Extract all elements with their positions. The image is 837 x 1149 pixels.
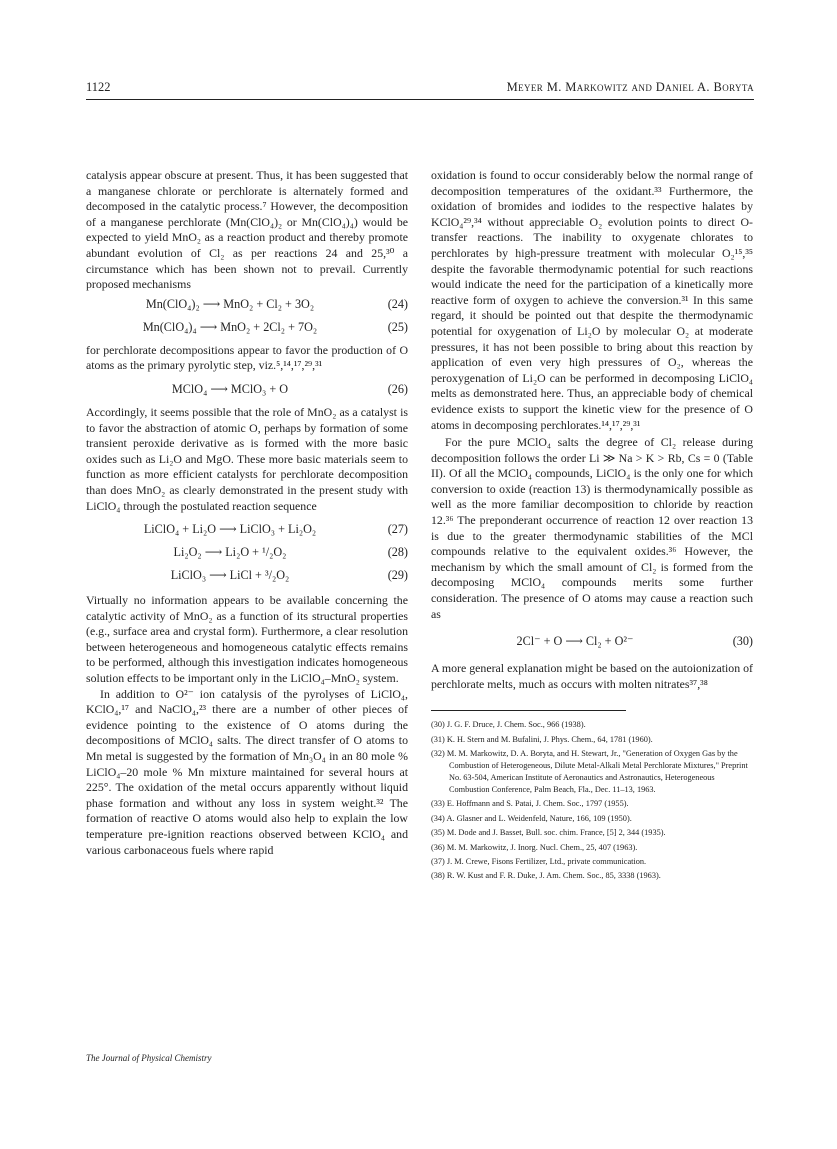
- right-column: [431, 168, 753, 885]
- paragraph: Accordingly, it seems possible that the role of MnO₂ as a catalyst is to favor the abstraction of atomic O, perhaps by formation of some transient peroxide derivative as is formed with the more basic oxides such as Li₂O and MgO. These more basic materials seem to function as more efficient catalysts for perchlorate decomposition than does MnO₂ as clearly demonstrated in the present study with LiClO₄ through the postulated reaction sequence: [86, 404, 408, 513]
- paragraph: catalysis appear obscure at present. Thus, it has been suggested that a manganese chlorate or perchlorate is alternately formed and decomposed in the catalytic process.⁷ However, the decomposition of a manganese perchlorate (Mn(ClO₄)₂ or Mn(ClO₄)₄) would be expected to yield MnO₂ as a reaction product and thereby promote abundant evolution of Cl₂ as per reactions 24 and 25,³⁰ a circumstance which has been shown not to prevail. Currently proposed mechanisms: [86, 168, 408, 292]
- header-rule: [86, 99, 754, 100]
- page-number: 1122: [86, 80, 111, 94]
- equation-29: [86, 564, 408, 587]
- equation-25: [86, 316, 408, 339]
- equation-30: [431, 630, 753, 653]
- footnote: (36) M. M. Markowitz, J. Inorg. Nucl. Chem., 25, 407 (1963).: [431, 842, 638, 852]
- footnote-rule: [431, 710, 626, 711]
- footnote: (33) E. Hoffmann and S. Patai, J. Chem. Soc., 1797 (1955).: [431, 799, 629, 809]
- equation-expression: MClO₄ ⟶ MClO₃ + O: [171, 381, 289, 396]
- footnote: (30) J. G. F. Druce, J. Chem. Soc., 966 (1938).: [431, 720, 586, 730]
- paragraph: For the pure MClO₄ salts the degree of Cl₂ release during decomposition follows the order Li ≫ Na > K > Rb, Cs = 0 (Table II). Of all the MClO₄ compounds, LiClO₄ is the only one for which conversion to oxide (reaction 13) is thermodynamically possible as well as the more familiar decomposition to chloride by reaction 12.³⁶ The preponderant occurrence of reaction 12 over reaction 13 is due to the greater thermodynamic stabilities of the MCl compounds relative to the equivalent oxides.³⁶ However, the mechanism by which the small amount of Cl₂ is formed from the decomposing MClO₄ compounds merits some further consideration. The presence of O atoms may cause a reaction such as: [431, 435, 753, 621]
- equation-number: (27): [387, 522, 408, 537]
- equation-number: (26): [387, 381, 408, 396]
- footnote: (35) M. Dode and J. Basset, Bull. soc. chim. France, [5] 2, 344 (1935).: [431, 828, 666, 838]
- equation-expression: Mn(ClO₄)₂ ⟶ MnO₂ + Cl₂ + 3O₂: [145, 296, 315, 311]
- footnote: (34) A. Glasner and L. Weidenfeld, Nature, 166, 109 (1950).: [431, 813, 632, 823]
- equation-26: [86, 378, 408, 401]
- paragraph: for perchlorate decompositions appear to favor the production of O atoms as the primary pyrolytic step, viz.⁵,¹⁴,¹⁷,²⁹,³¹: [86, 342, 408, 373]
- running-head: Meyer M. Markowitz and Daniel A. Boryta: [506, 80, 754, 94]
- equation-28: [86, 541, 408, 564]
- equation-number: (28): [387, 545, 408, 560]
- equation-number: (25): [387, 319, 408, 334]
- equation-number: (30): [732, 634, 753, 649]
- equation-expression: 2Cl⁻ + O ⟶ Cl₂ + O²⁻: [516, 634, 634, 649]
- equation-expression: Mn(ClO₄)₄ ⟶ MnO₂ + 2Cl₂ + 7O₂: [142, 319, 318, 334]
- paragraph: A more general explanation might be based on the autoionization of perchlorate melts, much as occurs with molten nitrates³⁷,³⁸: [431, 661, 753, 691]
- footnote: (31) K. H. Stern and M. Bufalini, J. Phys. Chem., 64, 1781 (1960).: [431, 734, 653, 744]
- paragraph: In addition to O²⁻ ion catalysis of the pyrolyses of LiClO₄, KClO₄,¹⁷ and NaClO₄,²³ there are a number of other pieces of evidence pointing to the existence of O atoms during the decompositions of MClO₄ salts. The direct transfer of O atoms to Mn metal is suggested by the formation of Mn₃O₄ in an 80 mole % LiClO₄–20 mole % Mn mixture maintained for several hours at 225°. The oxidation of the metal occurs apparently without liquid phase formation and without any loss in system weight.³² The formation of reactive O atoms would also help to explain the low temperature pre-ignition reactions observed between KClO₄ and various carbonaceous fuels where rapid: [86, 686, 408, 857]
- equation-number: (24): [387, 296, 408, 311]
- left-column: [86, 168, 408, 858]
- footnotes: [431, 719, 753, 882]
- page-header: [86, 80, 754, 100]
- paragraph: oxidation is found to occur considerably below the normal range of decomposition temperatures of the oxidant.³³ Furthermore, the oxidation of bromides and iodides to the respective halates by KClO₄²⁹,³⁴ without appreciable O₂ evolution points to direct O-transfer reactions. The inability to oxygenate chlorates to perchlorates by high-pressure treatment with molecular O₂¹⁵,³⁵ despite the favorable thermodynamic potential for such reactions would indicate the need for the participation of a kinetically more reactive form of oxygen to achieve the conversion.³¹ In this same regard, it should be pointed out that despite the thermodynamic potential for oxygenation of Li₂O by molecular O₂ at moderate pressures, it has not been possible to bring about this reaction by application of even very high pressures of O₂, whereas the peroxygenation of Li₂O can be performed in decomposing LiClO₄ melts as demonstrated here. Thus, an appreciable body of chemical evidence exists to support the kinetic view for the presence of O atoms in decomposing perchlorates.¹⁴,¹⁷,²⁹,³¹: [431, 168, 753, 432]
- equation-expression: LiClO₃ ⟶ LiCl + ³/₂O₂: [170, 568, 290, 583]
- journal-footer: The Journal of Physical Chemistry: [86, 1053, 212, 1063]
- equation-expression: Li₂O₂ ⟶ Li₂O + ¹/₂O₂: [173, 545, 287, 560]
- equation-expression: LiClO₄ + Li₂O ⟶ LiClO₃ + Li₂O₂: [143, 522, 317, 537]
- footnote: (32) M. M. Markowitz, D. A. Boryta, and H. Stewart, Jr., "Generation of Oxygen Gas by the Combustion of Heterogeneous, Dilute Metal-Alkali Metal Perchlorate Mixtures," Preprint No. 63-504, American Institute of Aeronautics and Astronautics, Heterogeneous Combustion Conference, Palm Beach, Fla., Dec. 11–13, 1963.: [431, 749, 748, 794]
- equation-number: (29): [387, 568, 408, 583]
- equation-24: [86, 293, 408, 316]
- equation-27: [86, 518, 408, 541]
- paragraph: Virtually no information appears to be available concerning the catalytic activity of MnO₂ as a function of its structural properties (e.g., surface area and crystal form). Furthermore, a clear resolution between heterogeneous and homogeneous catalytic effects remains to be performed, although this investigation indicates homogeneous solution effects to be important only in the LiClO₄–MnO₂ system.: [86, 593, 408, 686]
- footnote: (38) R. W. Kust and F. R. Duke, J. Am. Chem. Soc., 85, 3338 (1963).: [431, 871, 661, 881]
- footnote: (37) J. M. Crewe, Fisons Fertilizer, Ltd., private communication.: [431, 856, 647, 866]
